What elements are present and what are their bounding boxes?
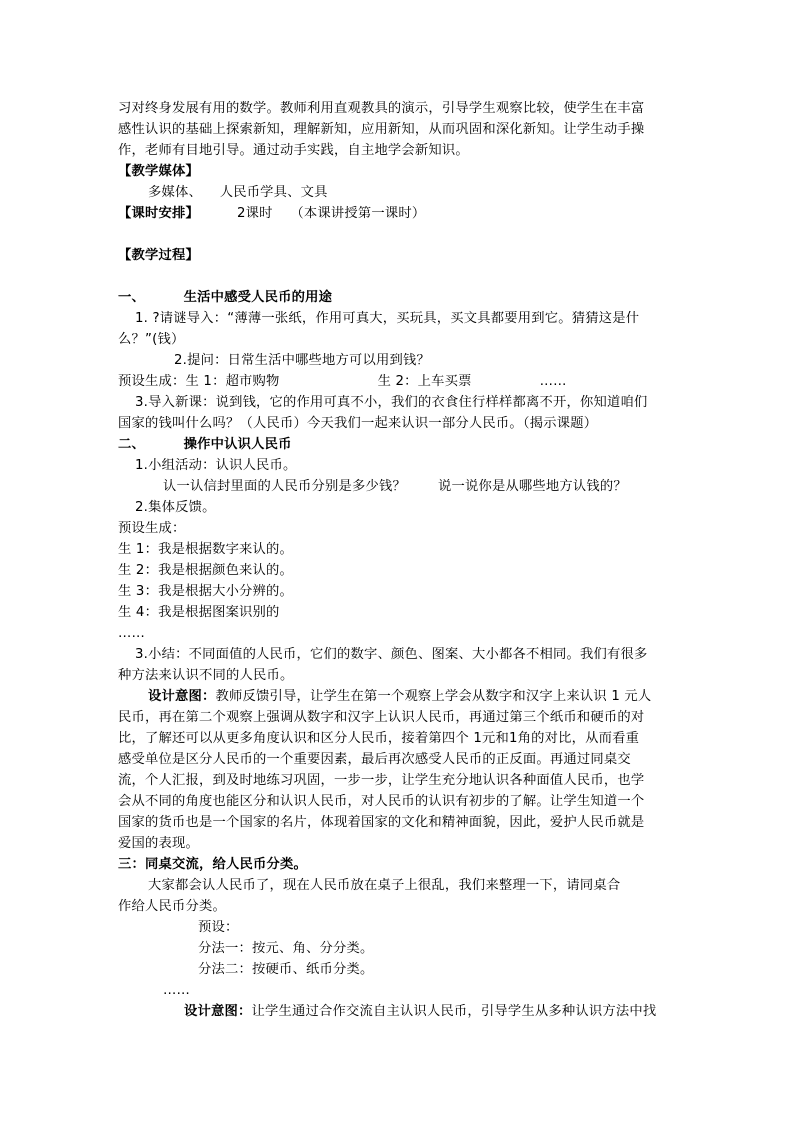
design-line: 国家的货币也是一个国家的名片，体现着国家的文化和精神面貌，因此，爱护人民币就是	[118, 815, 645, 830]
section1-item3: 3.导入新课：说到钱，它的作用可真不小，我们的衣食住行样样都离不开，你知道咱们	[135, 395, 648, 410]
method-line: 分法一：按元、角、分分类。	[198, 941, 374, 956]
design-text: 让学生通过合作交流自主认识人民币，引导学生从多种认识方法中找	[251, 1004, 657, 1019]
answer-line: 生 1：我是根据数字来认的。	[118, 542, 294, 557]
ellipsis: ……	[163, 983, 190, 998]
section3-heading: 三：同桌交流，给人民币分类。	[118, 857, 307, 872]
spacer	[118, 266, 678, 287]
method-line: 分法二：按硬币、纸币分类。	[198, 962, 374, 977]
section2-preset-heading: 预设生成：	[118, 521, 186, 536]
intro-line: 习对终身发展有用的数学。教师利用直观教具的演示，引导学生观察比较，使学生在丰富	[118, 101, 645, 116]
schedule-content: 2课时 （本课讲授第一课时）	[236, 206, 426, 221]
design-label: 设计意图：	[148, 689, 216, 704]
section2-heading: 二、 操作中认识人民币	[118, 437, 292, 452]
preset-b: 生 2：上车买票	[377, 374, 472, 389]
answer-line: 生 2：我是根据颜色来认的。	[118, 563, 294, 578]
section3-intro-cont: 作给人民币分类。	[118, 899, 226, 914]
section1-item1: 1. ?请谜导入：“薄薄一张纸，作用可真大，买玩具，买文具都要用到它。猜猜这是什	[135, 311, 640, 326]
section2-item2: 2.集体反馈。	[135, 500, 216, 515]
design-label: 设计意图：	[184, 1004, 252, 1019]
document-page	[118, 98, 678, 1022]
section3-intro: 大家都会认人民币了，现在人民币放在桌子上很乱，我们来整理一下，请同桌合	[148, 878, 621, 893]
intro-line: 感性认识的基础上探索新知，理解新知，应用新知，从而巩固和深化新知。让学生动手操	[118, 122, 645, 137]
design-line: 感受单位是区分人民币的一个重要因素，最后再次感受人民币的正反面。再通过同桌交	[118, 752, 631, 767]
media-heading: 【教学媒体】	[118, 164, 199, 179]
intro-line: 作，老师有目地引导。通过动手实践，自主地学会新知识。	[118, 143, 469, 158]
section2-summary-cont: 种方法来认识不同的人民币。	[118, 668, 294, 683]
design-line: 民币，再在第二个观察上强调从数字和汉字上认识人民币，再通过第三个纸币和硬币的对	[118, 710, 645, 725]
section1-preset-row	[118, 371, 678, 392]
preset-a: 预设生成：生 1：超市购物	[118, 374, 280, 389]
section1-heading: 一、 生活中感受人民币的用途	[118, 290, 333, 305]
design-line: 流，个人汇报，到及时地练习巩固，一步一步，让学生充分地认识各种面值人民币，也学	[118, 773, 645, 788]
section1-item3-cont: 国家的钱叫什么吗？（人民币）今天我们一起来认识一部分人民币。（揭示课题）	[118, 416, 598, 431]
answer-line: 生 3：我是根据大小分辨的。	[118, 584, 294, 599]
media-content: 多媒体、 人民币学具、文具	[148, 185, 328, 200]
section1-item2: 2.提问：日常生活中哪些地方可以用到钱？	[174, 353, 431, 368]
design-line: 爱国的表现。	[118, 836, 199, 851]
process-heading: 【教学过程】	[118, 248, 199, 263]
design-intent-row	[118, 686, 678, 707]
section3-preset-label: 预设：	[198, 920, 239, 935]
task-b: 说一说你是从哪些地方认钱的？	[437, 479, 627, 494]
task-a: 认一认信封里面的人民币分别是多少钱？	[163, 479, 406, 494]
section2-task-row	[118, 476, 678, 497]
section3-design-row	[118, 1001, 678, 1022]
section2-summary: 3.小结：不同面值的人民币，它们的数字、颜色、图案、大小都各不相同。我们有很多	[135, 647, 648, 662]
preset-c: ……	[539, 374, 567, 389]
ellipsis: ……	[118, 626, 145, 641]
answer-line: 生 4：我是根据图案识别的	[118, 605, 280, 620]
spacer	[118, 224, 678, 245]
design-text: 教师反馈引导，让学生在第一个观察上学会从数字和汉字上来认识 1 元人	[215, 689, 652, 704]
design-line: 会从不同的角度也能区分和认识人民币，对人民币的认识有初步的了解。让学生知道一个	[118, 794, 645, 809]
section2-item1: 1.小组活动：认识人民币。	[135, 458, 297, 473]
schedule-row	[118, 203, 678, 224]
section1-item1-cont: 么？”(钱）	[118, 332, 185, 347]
schedule-heading: 【课时安排】	[118, 206, 199, 221]
design-line: 比，了解还可以从更多角度认识和区分人民币，接着第四个 1元和1角的对比，从而看重	[118, 731, 640, 746]
